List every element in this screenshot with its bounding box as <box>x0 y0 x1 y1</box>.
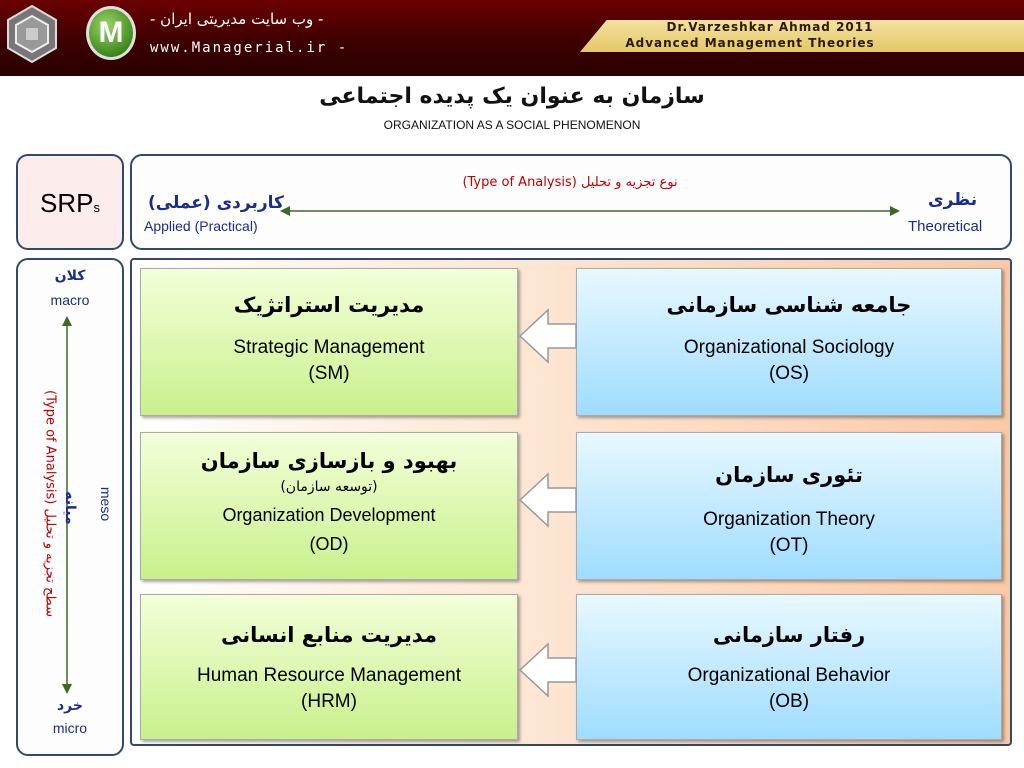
left-arrow-icon <box>518 470 578 530</box>
card-abbr: (OD) <box>309 534 349 554</box>
card-abbr: (OT) <box>769 535 809 556</box>
card-title-en: Organization Development <box>222 505 436 525</box>
managerial-logo[interactable]: M <box>86 6 136 60</box>
slide-title-fa: سازمان به عنوان یک پدیده اجتماعی <box>319 84 705 109</box>
card-title-fa: رفتار سازمانی <box>712 623 866 647</box>
site-url[interactable]: www.Managerial.ir - <box>150 40 349 56</box>
theoretical-label-fa: نظری <box>928 190 978 210</box>
card-title-en: Organizational Behavior <box>687 665 891 686</box>
srp-main: SRP <box>40 188 94 218</box>
card-abbr: (OS) <box>768 363 810 384</box>
card-subtitle-fa: (توسعه سازمان) <box>280 479 378 495</box>
card-title-en: Human Resource Management <box>196 665 462 686</box>
card-abbr: (SM) <box>308 363 350 384</box>
analysis-type-label: نوع تجزیه و تحلیل (Type of Analysis) <box>462 175 678 190</box>
micro-label-en: micro <box>52 720 88 736</box>
slide-title-en: ORGANIZATION AS A SOCIAL PHENOMENON <box>383 118 641 132</box>
macro-label-fa: کلان <box>54 268 86 284</box>
left-arrow-icon <box>518 640 578 700</box>
card-organization-theory <box>576 432 1002 580</box>
card-abbr: (OB) <box>768 691 810 712</box>
author-name: Dr.Varzeshkar Ahmad 2011 <box>666 20 874 34</box>
srp-label <box>16 188 124 219</box>
card-title-en: Strategic Management <box>233 337 425 358</box>
horizontal-double-arrow-icon <box>280 204 900 218</box>
applied-label-fa: کاربردی (عملی) <box>148 193 284 213</box>
srp-sub: s <box>93 200 100 215</box>
card-organizational-sociology <box>576 268 1002 416</box>
course-title: Advanced Management Theories <box>625 36 875 50</box>
macro-label-en: macro <box>50 292 90 308</box>
card-title-en: Organizational Sociology <box>683 337 895 358</box>
site-name: - وب سایت مدیریتی ایران - <box>150 10 324 28</box>
seal-logo-icon <box>4 4 60 64</box>
analysis-level-label: سطح تجزیه و تحلیل (Type of Analysis) <box>42 390 58 617</box>
card-title-fa: تئوری سازمان <box>715 463 863 487</box>
card-title-fa: مدیریت منابع انسانی <box>221 623 437 647</box>
applied-label-en: Applied (Practical) <box>144 218 258 234</box>
card-human-resource-management <box>140 594 518 740</box>
card-title-fa: جامعه شناسی سازمانی <box>666 293 912 317</box>
card-title-fa: مدیریت استراتژیک <box>233 293 425 317</box>
left-arrow-icon <box>518 306 578 366</box>
card-title-fa: بهبود و بازسازی سازمان <box>200 449 458 473</box>
micro-label-fa: خرد <box>57 698 83 714</box>
card-organization-development <box>140 432 518 580</box>
meso-label-fa: میانه <box>62 491 78 525</box>
card-abbr: (HRM) <box>301 691 357 712</box>
theoretical-label-en: Theoretical <box>908 218 983 235</box>
meso-label-en: meso <box>98 486 114 522</box>
card-title-en: Organization Theory <box>703 509 875 530</box>
card-organizational-behavior <box>576 594 1002 740</box>
card-strategic-management <box>140 268 518 416</box>
